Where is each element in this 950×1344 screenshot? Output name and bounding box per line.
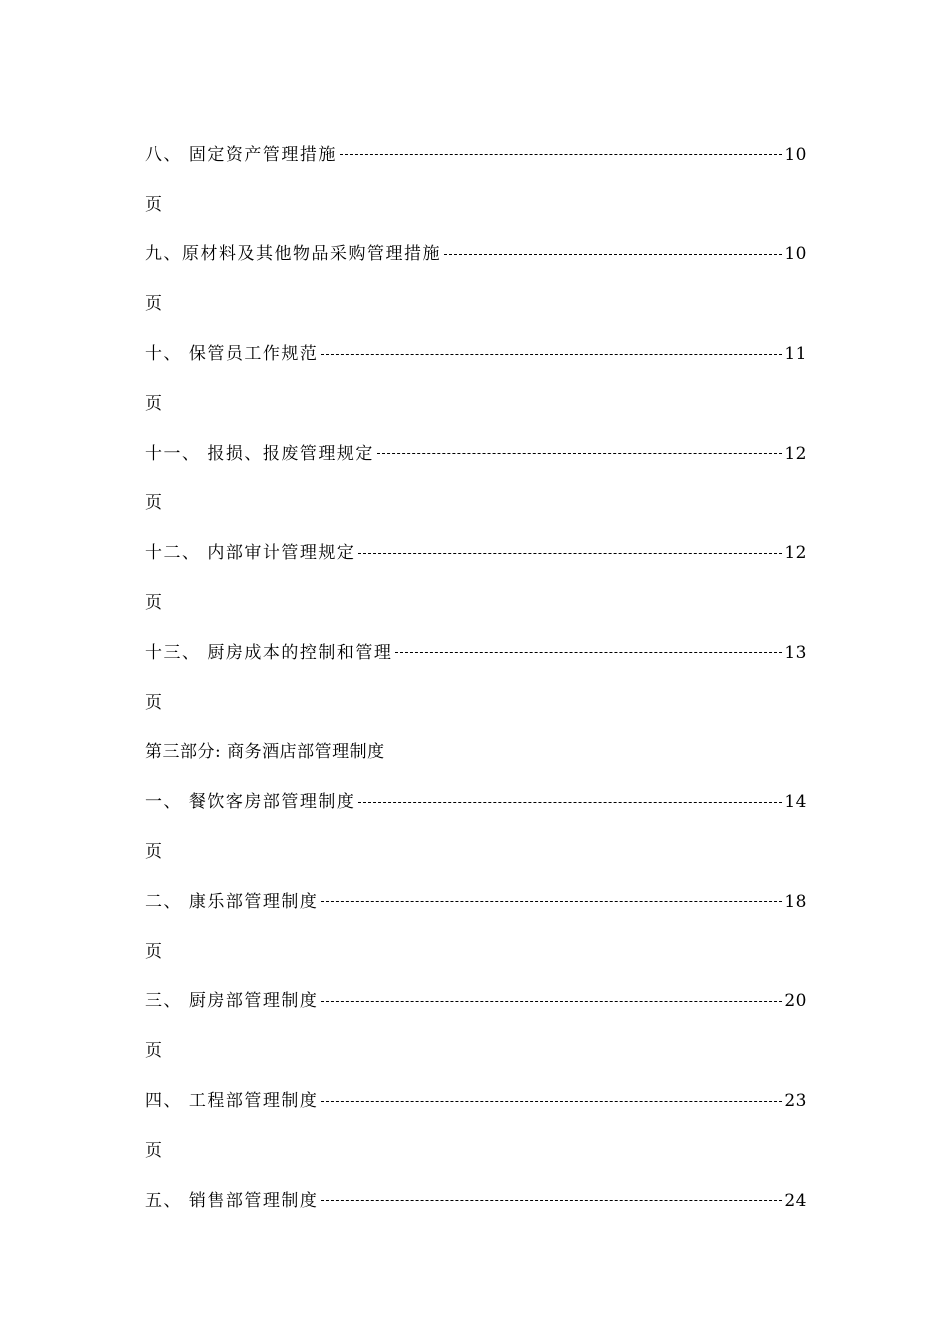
toc-leader xyxy=(340,154,782,155)
toc-page-number: 24 xyxy=(784,1190,807,1211)
toc-page-suffix: 页 xyxy=(145,1041,164,1062)
toc-entry-title: 九、原材料及其他物品采购管理措施 xyxy=(145,244,441,265)
toc-entry-title: 五、 销售部管理制度 xyxy=(145,1190,319,1211)
toc-page-suffix: 页 xyxy=(145,393,164,414)
toc-entry-title: 三、 厨房部管理制度 xyxy=(145,991,319,1012)
toc-entry[interactable] xyxy=(145,329,807,379)
toc-entry-title: 八、 固定资产管理措施 xyxy=(145,144,337,165)
toc-leader xyxy=(444,254,782,255)
toc-entry-title: 四、 工程部管理制度 xyxy=(145,1091,319,1112)
toc-page-suffix: 页 xyxy=(145,941,164,962)
toc-page-suffix: 页 xyxy=(145,842,164,863)
toc-entry-title: 十一、 报损、报废管理规定 xyxy=(145,443,374,464)
toc-leader xyxy=(321,901,782,902)
toc-page-number: 10 xyxy=(784,244,807,265)
toc-page-suffix: 页 xyxy=(145,493,164,514)
toc-page-number: 23 xyxy=(784,1091,807,1112)
toc-entry[interactable] xyxy=(145,777,807,827)
toc-page-suffix: 页 xyxy=(145,593,164,614)
toc-entry[interactable] xyxy=(145,230,807,280)
toc-leader xyxy=(395,652,782,653)
toc-leader xyxy=(358,802,782,803)
toc-entry[interactable] xyxy=(145,130,807,180)
toc-page-suffix: 页 xyxy=(145,194,164,215)
toc-page-suffix: 页 xyxy=(145,294,164,315)
toc-page-number: 18 xyxy=(784,891,807,912)
toc-entry-title: 一、 餐饮客房部管理制度 xyxy=(145,792,356,813)
toc-page-number: 12 xyxy=(784,543,807,564)
toc-page-number: 12 xyxy=(784,443,807,464)
toc-page-number: 20 xyxy=(784,991,807,1012)
toc-entry[interactable] xyxy=(145,429,807,479)
toc-page-number: 13 xyxy=(784,642,807,663)
toc-leader xyxy=(321,1001,782,1002)
toc-entry[interactable] xyxy=(145,528,807,578)
table-of-contents xyxy=(145,130,807,1226)
toc-page-number: 11 xyxy=(784,344,807,365)
toc-entry-title: 十、 保管员工作规范 xyxy=(145,344,319,365)
toc-section-heading: 第三部分: 商务酒店部管理制度 xyxy=(145,742,385,763)
toc-leader xyxy=(321,354,782,355)
toc-leader xyxy=(321,1101,782,1102)
toc-leader xyxy=(321,1200,782,1201)
toc-page-suffix: 页 xyxy=(145,692,164,713)
toc-entry-title: 二、 康乐部管理制度 xyxy=(145,891,319,912)
toc-entry[interactable] xyxy=(145,1076,807,1126)
toc-entry-title: 十二、 内部审计管理规定 xyxy=(145,543,356,564)
toc-page-number: 10 xyxy=(784,144,807,165)
toc-page-number: 14 xyxy=(784,792,807,813)
toc-page-suffix: 页 xyxy=(145,1140,164,1161)
toc-entry[interactable] xyxy=(145,1176,807,1226)
toc-leader xyxy=(377,453,782,454)
toc-entry-title: 十三、 厨房成本的控制和管理 xyxy=(145,642,393,663)
toc-entry[interactable] xyxy=(145,877,807,927)
toc-entry[interactable] xyxy=(145,628,807,678)
toc-entry[interactable] xyxy=(145,977,807,1027)
toc-leader xyxy=(358,553,782,554)
